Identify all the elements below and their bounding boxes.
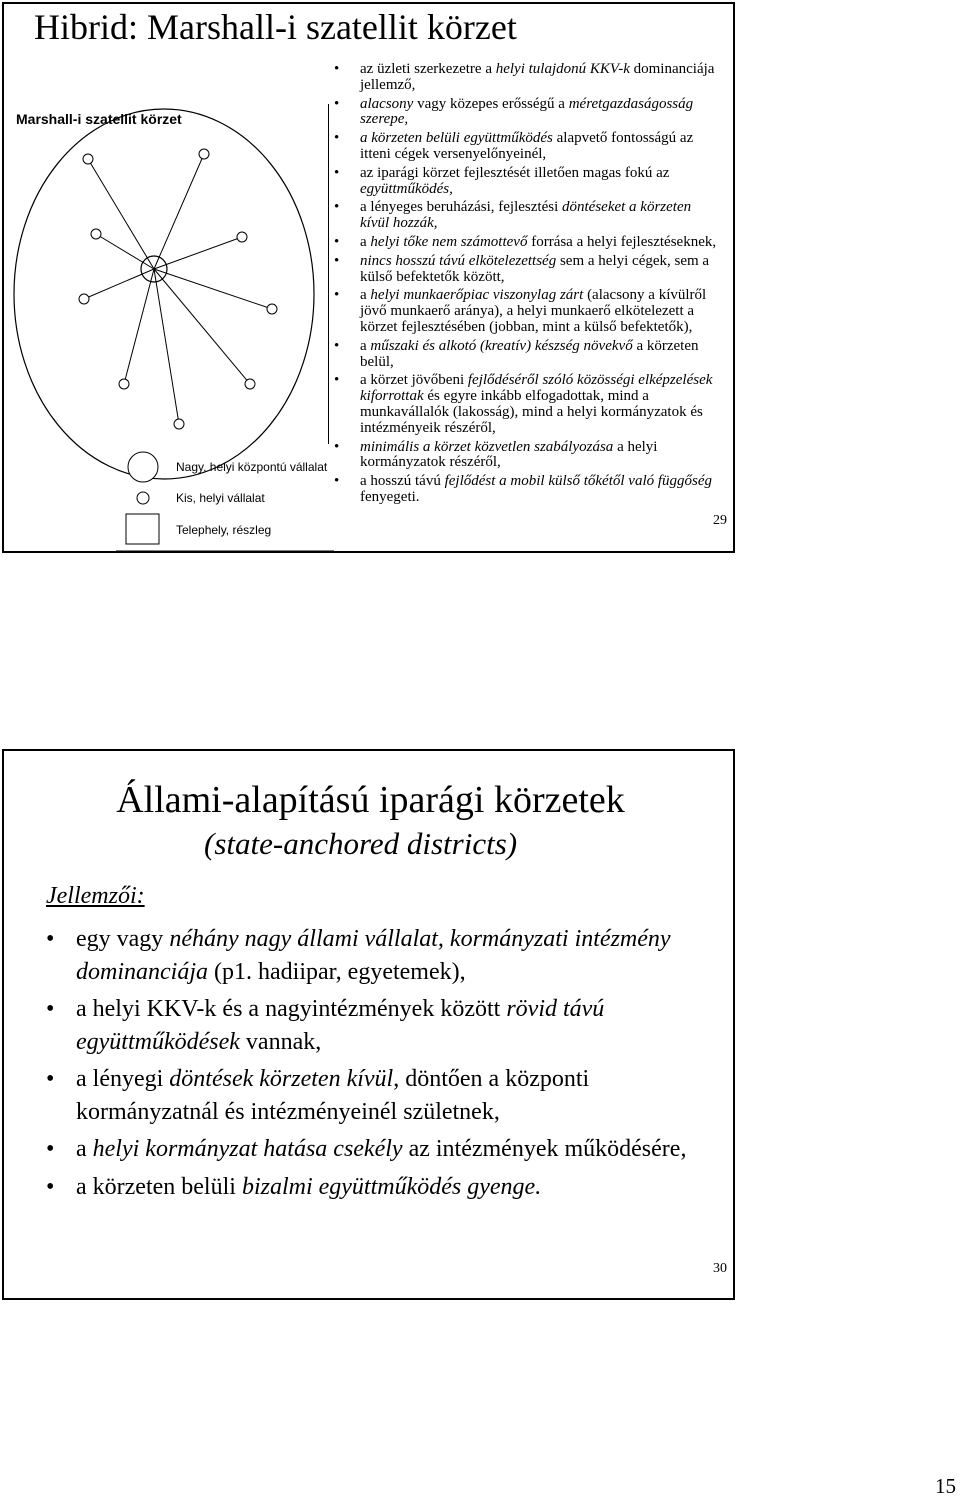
bullet-icon: • [46, 1066, 55, 1092]
diagram-title: Marshall-i szatellit körzet [16, 111, 182, 127]
bullet-text-segment: a lényeges beruházási, fejlesztési [360, 199, 562, 216]
bullet-item [330, 200, 722, 232]
bullet-item [330, 97, 722, 129]
bullet-icon: • [46, 926, 55, 952]
bullet-text-segment: vagy közepes erősségű a [413, 95, 569, 112]
bullet-icon: • [46, 1136, 55, 1162]
legend-site: Telephely, részleg [176, 523, 272, 537]
bullet-text-segment: helyi kormányzat hatása csekély [92, 1136, 403, 1162]
legend-small-company-icon [137, 492, 149, 504]
bullet-text-segment: dominanciája jellemző, [360, 61, 715, 93]
page-number: 15 [935, 1474, 956, 1498]
bullet-icon: • [334, 473, 340, 490]
bullet-item [330, 254, 722, 286]
bullet-icon: • [334, 233, 340, 250]
bullet-item [330, 166, 722, 198]
bullet-text-segment: a [360, 337, 371, 354]
bullet-text-segment: a körzeten belüli együttműködés [360, 130, 553, 147]
bullet-item [44, 993, 724, 1058]
slide-number: 30 [713, 1261, 727, 1276]
divider [328, 104, 329, 444]
bullet-icon: • [334, 287, 340, 304]
bullet-item [330, 373, 722, 436]
bullet-text-segment: és egyre inkább elfogadottak, mind a munkavállalók (lakosság), mind a helyi kormányzatok és intézményeik részéről, [360, 388, 703, 436]
bullet-icon: • [334, 438, 340, 455]
bullet-text-segment: helyi tulajdonú KKV-k [495, 61, 630, 77]
slide-subtitle: (state-anchored districts) [204, 826, 518, 861]
bullet-text-segment: rövid távú együttműködések [76, 996, 605, 1055]
bullet-item [330, 440, 722, 472]
bullet-text-segment: fejlődéséről szóló közösségi elképzelések kiforrottak [360, 372, 713, 405]
bullet-item [44, 923, 724, 988]
bullet-item [330, 288, 722, 335]
legend-site-icon [126, 514, 159, 544]
bullet-text-segment: a helyi kormányzatok részéről, [360, 438, 658, 471]
bullet-text-segment: döntéseket a körzeten kívül hozzák, [360, 199, 692, 232]
bullet-text-segment: (p1. hadiipar, egyetemek), [208, 958, 466, 985]
bullet-text-segment: vannak, [239, 1028, 322, 1055]
district-boundary-circle [14, 109, 314, 479]
slide-30-bullet-list [44, 923, 724, 1208]
bullet-icon: • [334, 61, 340, 77]
bullet-icon: • [334, 372, 340, 389]
bullet-icon: • [334, 199, 340, 216]
bullet-text-segment: a körzeten belüli [76, 1173, 242, 1200]
bullet-text-segment: minimális a körzet közvetlen szabályozása [360, 438, 614, 455]
slide-30 [2, 749, 735, 1300]
bullet-text-segment: nincs hosszú távú elkötelezettség [360, 252, 557, 269]
bullet-text-segment: a lényegi [76, 1066, 170, 1092]
bullet-text-segment: fejlődést a mobil külső tőkétől való függőség [444, 473, 713, 490]
bullet-icon: • [334, 130, 340, 147]
bullet-text-segment: forrása a helyi fejlesztéseknek, [527, 233, 717, 250]
bullet-item [44, 1171, 724, 1204]
slide-number: 29 [713, 513, 727, 528]
legend-small-company: Kis, helyi vállalat [176, 491, 265, 505]
characteristics-heading: Jellemzői: [46, 883, 145, 909]
legend-large-company-icon [128, 452, 158, 482]
bullet-text-segment: a hosszú távú [360, 473, 445, 490]
bullet-text-segment: az iparági körzet fejlesztését illetően magas fokú az [360, 164, 670, 181]
bullet-item [330, 339, 722, 371]
slide-title: Állami-alapítású iparági körzetek [116, 779, 625, 821]
bullet-text-segment: sem a helyi cégek, sem a külső befektetők között, [360, 252, 710, 285]
bullet-item [330, 62, 722, 94]
bullet-icon: • [334, 252, 340, 269]
slide-29 [2, 2, 735, 553]
bullet-icon: • [334, 164, 340, 181]
legend-large-company: Nagy, helyi központú vállalat [176, 460, 328, 474]
bullet-text-segment: méretgazdaságosság szerepe, [360, 95, 694, 128]
bullet-text-segment: alacsony [360, 95, 414, 112]
bullet-text-segment: az üzleti szerkezetre a [360, 61, 496, 77]
bullet-text-segment: helyi munkaerőpiac viszonylag zárt [370, 287, 584, 304]
bullet-item [44, 1063, 724, 1128]
bullet-text-segment: a körzet jövőbeni [360, 372, 468, 389]
bullet-item [330, 131, 722, 163]
satellite-district-diagram [4, 94, 334, 554]
bullet-icon: • [46, 1173, 55, 1200]
bullet-item [330, 474, 722, 506]
bullet-icon: • [334, 95, 340, 112]
bullet-icon: • [46, 996, 55, 1022]
bullet-text-segment: (alacsony a kívülről jövő munkaerő aránya), a helyi munkaerő elkötelezett a körzet fejlesztésében (jobban, mint a külső befektetők), [360, 287, 707, 335]
bullet-text-segment: fenyegeti. [360, 488, 420, 505]
slide-title: Hibrid: Marshall-i szatellit körzet [34, 7, 517, 47]
bullet-text-segment: az intézmények működésére, [402, 1136, 687, 1162]
bullet-text-segment: , döntően a központi kormányzatnál és intézményeinél születnek, [76, 1066, 590, 1125]
bullet-text-segment: műszaki és alkotó (kreatív) készség növekvő [370, 337, 633, 354]
bullet-item [330, 235, 722, 251]
bullet-text-segment: helyi tőke nem számottevő [370, 233, 528, 250]
bullet-item [44, 1133, 724, 1166]
bullet-text-segment: a helyi KKV-k és a nagyintézmények között [76, 996, 507, 1022]
bullet-text-segment: egy vagy [76, 926, 170, 952]
bullet-text-segment: a [76, 1136, 93, 1162]
bullet-text-segment: néhány nagy állami vállalat, kormányzati intézmény dominanciája [76, 926, 671, 985]
bullet-text-segment: a [360, 233, 371, 250]
bullet-text-segment: döntések körzeten kívül [169, 1066, 394, 1092]
bullet-text-segment: a körzeten belül, [360, 337, 699, 370]
bullet-icon: • [334, 337, 340, 354]
bullet-text-segment: bizalmi együttműködés gyenge. [241, 1173, 542, 1200]
network-links [84, 154, 272, 424]
bullet-text-segment: a [360, 287, 371, 304]
bullet-text-segment: együttműködés, [360, 180, 453, 197]
bullet-text-segment: alapvető fontosságú az itteni cégek versenyelőnyeinél, [360, 130, 694, 162]
small-company-nodes [79, 149, 277, 429]
slide-29-bullet-list [330, 62, 722, 509]
